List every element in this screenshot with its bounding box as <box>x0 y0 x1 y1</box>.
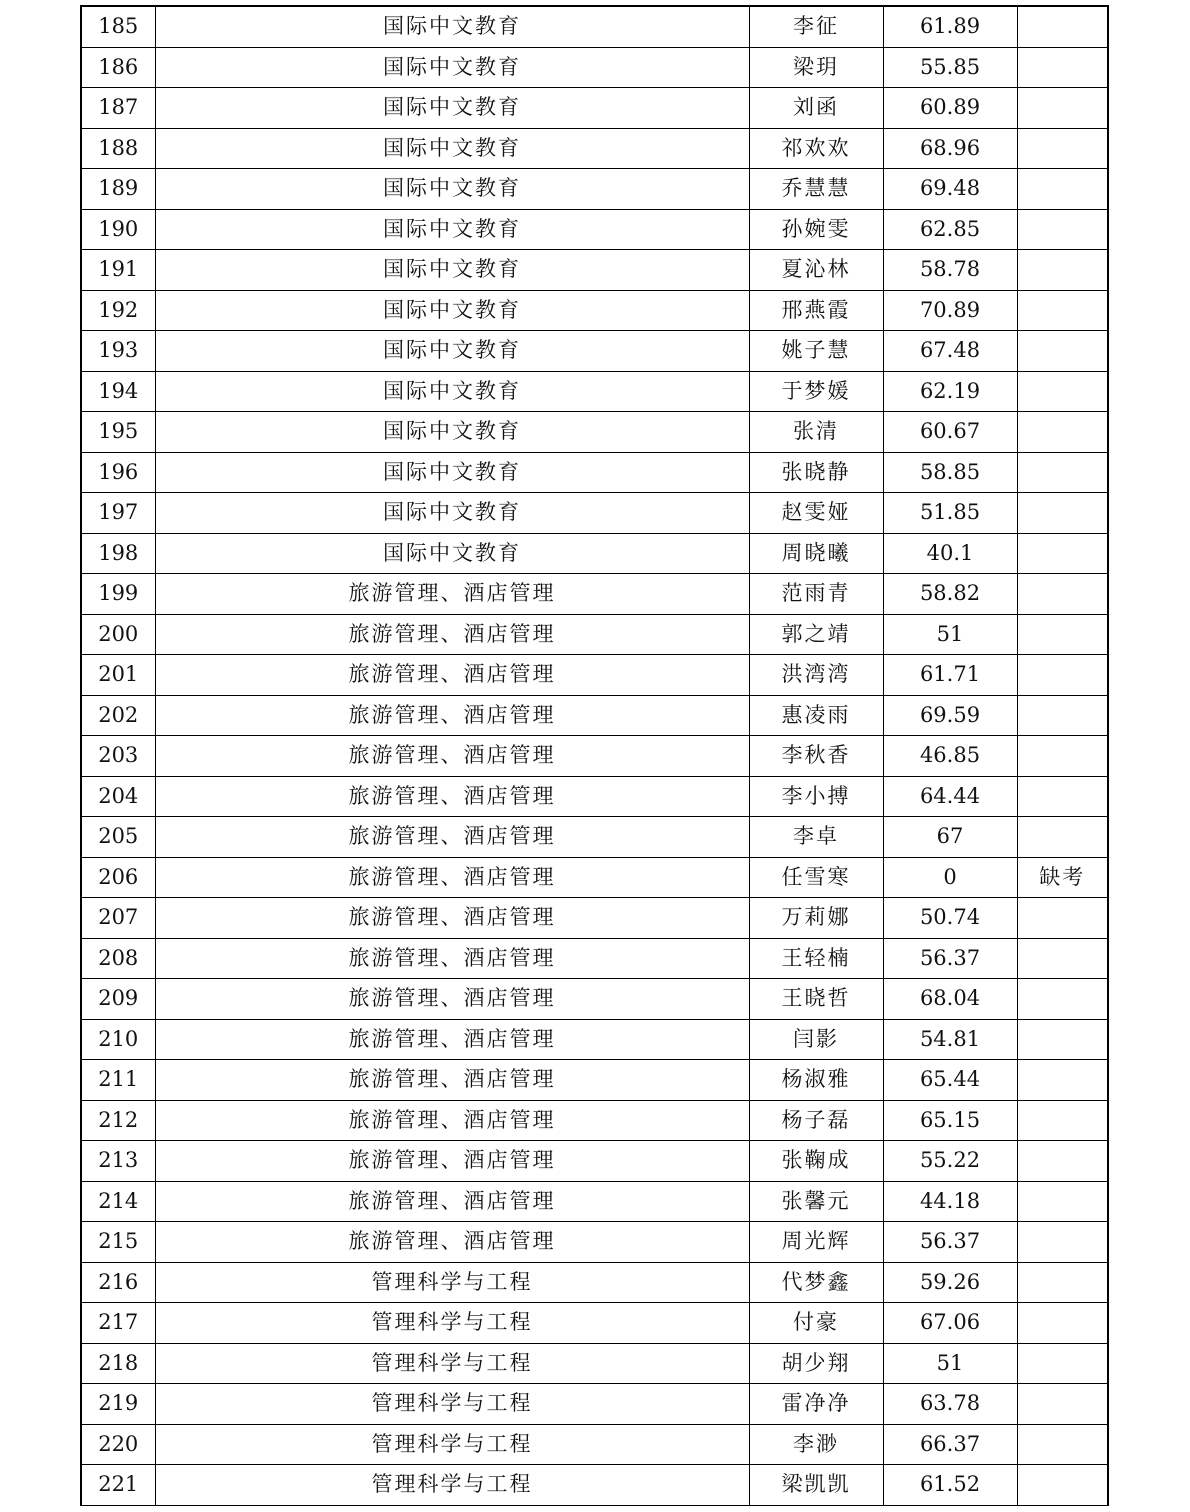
score-cell: 46.85 <box>883 736 1017 777</box>
student-name-cell: 李小搏 <box>749 776 883 817</box>
major-cell: 旅游管理、酒店管理 <box>155 857 749 898</box>
score-cell: 65.44 <box>883 1060 1017 1101</box>
table-row <box>81 695 1108 736</box>
table-row <box>81 1060 1108 1101</box>
major-cell: 旅游管理、酒店管理 <box>155 655 749 696</box>
remark-cell <box>1017 209 1108 250</box>
remark-cell <box>1017 290 1108 331</box>
student-name-cell: 梁玥 <box>749 47 883 88</box>
remark-cell <box>1017 1181 1108 1222</box>
remark-cell <box>1017 88 1108 129</box>
score-cell: 61.52 <box>883 1465 1017 1506</box>
score-cell: 60.67 <box>883 412 1017 453</box>
remark-cell <box>1017 47 1108 88</box>
remark-cell <box>1017 655 1108 696</box>
student-name-cell: 杨子磊 <box>749 1100 883 1141</box>
major-cell: 旅游管理、酒店管理 <box>155 898 749 939</box>
student-name-cell: 任雪寒 <box>749 857 883 898</box>
score-cell: 68.96 <box>883 128 1017 169</box>
major-cell: 国际中文教育 <box>155 371 749 412</box>
remark-cell <box>1017 331 1108 372</box>
remark-cell <box>1017 1424 1108 1465</box>
remark-cell: 缺考 <box>1017 857 1108 898</box>
score-cell: 66.37 <box>883 1424 1017 1465</box>
row-number-cell: 203 <box>81 736 155 777</box>
score-cell: 58.78 <box>883 250 1017 291</box>
major-cell: 旅游管理、酒店管理 <box>155 1181 749 1222</box>
row-number-cell: 206 <box>81 857 155 898</box>
score-cell: 69.59 <box>883 695 1017 736</box>
table-row <box>81 736 1108 777</box>
row-number-cell: 208 <box>81 938 155 979</box>
table-row <box>81 614 1108 655</box>
remark-cell <box>1017 979 1108 1020</box>
remark-cell <box>1017 371 1108 412</box>
student-name-cell: 闫影 <box>749 1019 883 1060</box>
row-number-cell: 219 <box>81 1384 155 1425</box>
major-cell: 国际中文教育 <box>155 290 749 331</box>
score-cell: 69.48 <box>883 169 1017 210</box>
score-cell: 40.1 <box>883 533 1017 574</box>
score-cell: 56.37 <box>883 1222 1017 1263</box>
student-name-cell: 梁凯凯 <box>749 1465 883 1506</box>
student-name-cell: 张清 <box>749 412 883 453</box>
major-cell: 管理科学与工程 <box>155 1343 749 1384</box>
table-row <box>81 412 1108 453</box>
table-row <box>81 452 1108 493</box>
row-number-cell: 187 <box>81 88 155 129</box>
remark-cell <box>1017 412 1108 453</box>
table-row <box>81 493 1108 534</box>
student-name-cell: 张晓静 <box>749 452 883 493</box>
row-number-cell: 220 <box>81 1424 155 1465</box>
table-row <box>81 209 1108 250</box>
student-name-cell: 李秋香 <box>749 736 883 777</box>
student-name-cell: 周晓曦 <box>749 533 883 574</box>
remark-cell <box>1017 898 1108 939</box>
score-cell: 51 <box>883 614 1017 655</box>
row-number-cell: 200 <box>81 614 155 655</box>
remark-cell <box>1017 614 1108 655</box>
table-row <box>81 1100 1108 1141</box>
row-number-cell: 198 <box>81 533 155 574</box>
table-row <box>81 371 1108 412</box>
student-name-cell: 李卓 <box>749 817 883 858</box>
remark-cell <box>1017 1222 1108 1263</box>
row-number-cell: 221 <box>81 1465 155 1506</box>
table-row <box>81 128 1108 169</box>
remark-cell <box>1017 1465 1108 1506</box>
student-name-cell: 万莉娜 <box>749 898 883 939</box>
score-cell: 54.81 <box>883 1019 1017 1060</box>
row-number-cell: 218 <box>81 1343 155 1384</box>
row-number-cell: 192 <box>81 290 155 331</box>
table-row <box>81 898 1108 939</box>
major-cell: 旅游管理、酒店管理 <box>155 695 749 736</box>
major-cell: 管理科学与工程 <box>155 1424 749 1465</box>
score-cell: 51.85 <box>883 493 1017 534</box>
student-name-cell: 邢燕霞 <box>749 290 883 331</box>
major-cell: 国际中文教育 <box>155 128 749 169</box>
remark-cell <box>1017 1384 1108 1425</box>
remark-cell <box>1017 1262 1108 1303</box>
table-row <box>81 1343 1108 1384</box>
table-row <box>81 6 1108 47</box>
table-row <box>81 250 1108 291</box>
table-row <box>81 655 1108 696</box>
major-cell: 管理科学与工程 <box>155 1465 749 1506</box>
student-name-cell: 周光辉 <box>749 1222 883 1263</box>
row-number-cell: 215 <box>81 1222 155 1263</box>
student-name-cell: 乔慧慧 <box>749 169 883 210</box>
major-cell: 国际中文教育 <box>155 250 749 291</box>
student-name-cell: 李渺 <box>749 1424 883 1465</box>
table-row <box>81 979 1108 1020</box>
major-cell: 旅游管理、酒店管理 <box>155 1100 749 1141</box>
row-number-cell: 217 <box>81 1303 155 1344</box>
score-cell: 60.89 <box>883 88 1017 129</box>
score-cell: 63.78 <box>883 1384 1017 1425</box>
table-row <box>81 776 1108 817</box>
student-name-cell: 姚子慧 <box>749 331 883 372</box>
student-name-cell: 付豪 <box>749 1303 883 1344</box>
major-cell: 国际中文教育 <box>155 47 749 88</box>
row-number-cell: 188 <box>81 128 155 169</box>
major-cell: 国际中文教育 <box>155 331 749 372</box>
major-cell: 管理科学与工程 <box>155 1262 749 1303</box>
row-number-cell: 204 <box>81 776 155 817</box>
major-cell: 国际中文教育 <box>155 88 749 129</box>
remark-cell <box>1017 128 1108 169</box>
student-name-cell: 刘函 <box>749 88 883 129</box>
row-number-cell: 197 <box>81 493 155 534</box>
score-cell: 68.04 <box>883 979 1017 1020</box>
row-number-cell: 194 <box>81 371 155 412</box>
score-cell: 55.22 <box>883 1141 1017 1182</box>
remark-cell <box>1017 169 1108 210</box>
row-number-cell: 205 <box>81 817 155 858</box>
table-row <box>81 857 1108 898</box>
major-cell: 旅游管理、酒店管理 <box>155 1060 749 1101</box>
row-number-cell: 196 <box>81 452 155 493</box>
table-row <box>81 1262 1108 1303</box>
major-cell: 旅游管理、酒店管理 <box>155 1222 749 1263</box>
row-number-cell: 189 <box>81 169 155 210</box>
student-name-cell: 雷净净 <box>749 1384 883 1425</box>
student-name-cell: 王晓哲 <box>749 979 883 1020</box>
score-cell: 58.85 <box>883 452 1017 493</box>
score-cell: 67.48 <box>883 331 1017 372</box>
table-row <box>81 1384 1108 1425</box>
remark-cell <box>1017 1019 1108 1060</box>
table-row <box>81 938 1108 979</box>
student-name-cell: 胡少翔 <box>749 1343 883 1384</box>
row-number-cell: 191 <box>81 250 155 291</box>
table-row <box>81 817 1108 858</box>
table-row <box>81 1424 1108 1465</box>
major-cell: 旅游管理、酒店管理 <box>155 776 749 817</box>
table-row <box>81 1181 1108 1222</box>
remark-cell <box>1017 1060 1108 1101</box>
row-number-cell: 193 <box>81 331 155 372</box>
student-name-cell: 于梦媛 <box>749 371 883 412</box>
remark-cell <box>1017 250 1108 291</box>
row-number-cell: 185 <box>81 6 155 47</box>
major-cell: 旅游管理、酒店管理 <box>155 817 749 858</box>
remark-cell <box>1017 533 1108 574</box>
major-cell: 国际中文教育 <box>155 412 749 453</box>
remark-cell <box>1017 938 1108 979</box>
score-cell: 61.89 <box>883 6 1017 47</box>
student-name-cell: 赵雯娅 <box>749 493 883 534</box>
student-name-cell: 代梦鑫 <box>749 1262 883 1303</box>
remark-cell <box>1017 1141 1108 1182</box>
row-number-cell: 190 <box>81 209 155 250</box>
remark-cell <box>1017 1303 1108 1344</box>
score-cell: 62.85 <box>883 209 1017 250</box>
major-cell: 旅游管理、酒店管理 <box>155 574 749 615</box>
row-number-cell: 186 <box>81 47 155 88</box>
score-cell: 58.82 <box>883 574 1017 615</box>
major-cell: 国际中文教育 <box>155 169 749 210</box>
major-cell: 旅游管理、酒店管理 <box>155 614 749 655</box>
table-row <box>81 1222 1108 1263</box>
score-cell: 59.26 <box>883 1262 1017 1303</box>
row-number-cell: 212 <box>81 1100 155 1141</box>
major-cell: 国际中文教育 <box>155 533 749 574</box>
remark-cell <box>1017 736 1108 777</box>
major-cell: 管理科学与工程 <box>155 1303 749 1344</box>
score-cell: 67 <box>883 817 1017 858</box>
row-number-cell: 211 <box>81 1060 155 1101</box>
major-cell: 旅游管理、酒店管理 <box>155 1141 749 1182</box>
student-name-cell: 洪湾湾 <box>749 655 883 696</box>
row-number-cell: 207 <box>81 898 155 939</box>
table-row <box>81 88 1108 129</box>
major-cell: 国际中文教育 <box>155 6 749 47</box>
table-row <box>81 169 1108 210</box>
remark-cell <box>1017 1100 1108 1141</box>
score-cell: 51 <box>883 1343 1017 1384</box>
score-cell: 56.37 <box>883 938 1017 979</box>
student-name-cell: 夏沁林 <box>749 250 883 291</box>
score-cell: 0 <box>883 857 1017 898</box>
table-row <box>81 331 1108 372</box>
student-name-cell: 张馨元 <box>749 1181 883 1222</box>
table-row <box>81 533 1108 574</box>
major-cell: 旅游管理、酒店管理 <box>155 736 749 777</box>
student-name-cell: 杨淑雅 <box>749 1060 883 1101</box>
student-name-cell: 惠凌雨 <box>749 695 883 736</box>
table-row <box>81 1019 1108 1060</box>
table-row <box>81 574 1108 615</box>
row-number-cell: 202 <box>81 695 155 736</box>
major-cell: 旅游管理、酒店管理 <box>155 938 749 979</box>
remark-cell <box>1017 493 1108 534</box>
row-number-cell: 213 <box>81 1141 155 1182</box>
student-name-cell: 祁欢欢 <box>749 128 883 169</box>
major-cell: 国际中文教育 <box>155 452 749 493</box>
student-name-cell: 张鞠成 <box>749 1141 883 1182</box>
remark-cell <box>1017 776 1108 817</box>
major-cell: 旅游管理、酒店管理 <box>155 1019 749 1060</box>
score-cell: 44.18 <box>883 1181 1017 1222</box>
row-number-cell: 201 <box>81 655 155 696</box>
score-cell: 61.71 <box>883 655 1017 696</box>
row-number-cell: 199 <box>81 574 155 615</box>
row-number-cell: 210 <box>81 1019 155 1060</box>
major-cell: 旅游管理、酒店管理 <box>155 979 749 1020</box>
remark-cell <box>1017 6 1108 47</box>
remark-cell <box>1017 574 1108 615</box>
score-cell: 62.19 <box>883 371 1017 412</box>
student-name-cell: 孙婉雯 <box>749 209 883 250</box>
score-cell: 70.89 <box>883 290 1017 331</box>
table-row <box>81 1303 1108 1344</box>
score-cell: 55.85 <box>883 47 1017 88</box>
table-row <box>81 1141 1108 1182</box>
table-row <box>81 1465 1108 1506</box>
row-number-cell: 214 <box>81 1181 155 1222</box>
student-name-cell: 范雨青 <box>749 574 883 615</box>
student-name-cell: 郭之靖 <box>749 614 883 655</box>
score-table-body <box>81 6 1108 1505</box>
score-cell: 50.74 <box>883 898 1017 939</box>
student-name-cell: 王轻楠 <box>749 938 883 979</box>
major-cell: 国际中文教育 <box>155 209 749 250</box>
remark-cell <box>1017 695 1108 736</box>
remark-cell <box>1017 817 1108 858</box>
remark-cell <box>1017 452 1108 493</box>
row-number-cell: 195 <box>81 412 155 453</box>
major-cell: 国际中文教育 <box>155 493 749 534</box>
score-cell: 65.15 <box>883 1100 1017 1141</box>
student-name-cell: 李征 <box>749 6 883 47</box>
remark-cell <box>1017 1343 1108 1384</box>
table-row <box>81 290 1108 331</box>
score-cell: 67.06 <box>883 1303 1017 1344</box>
row-number-cell: 216 <box>81 1262 155 1303</box>
table-row <box>81 47 1108 88</box>
major-cell: 管理科学与工程 <box>155 1384 749 1425</box>
score-cell: 64.44 <box>883 776 1017 817</box>
row-number-cell: 209 <box>81 979 155 1020</box>
score-table <box>80 5 1109 1506</box>
